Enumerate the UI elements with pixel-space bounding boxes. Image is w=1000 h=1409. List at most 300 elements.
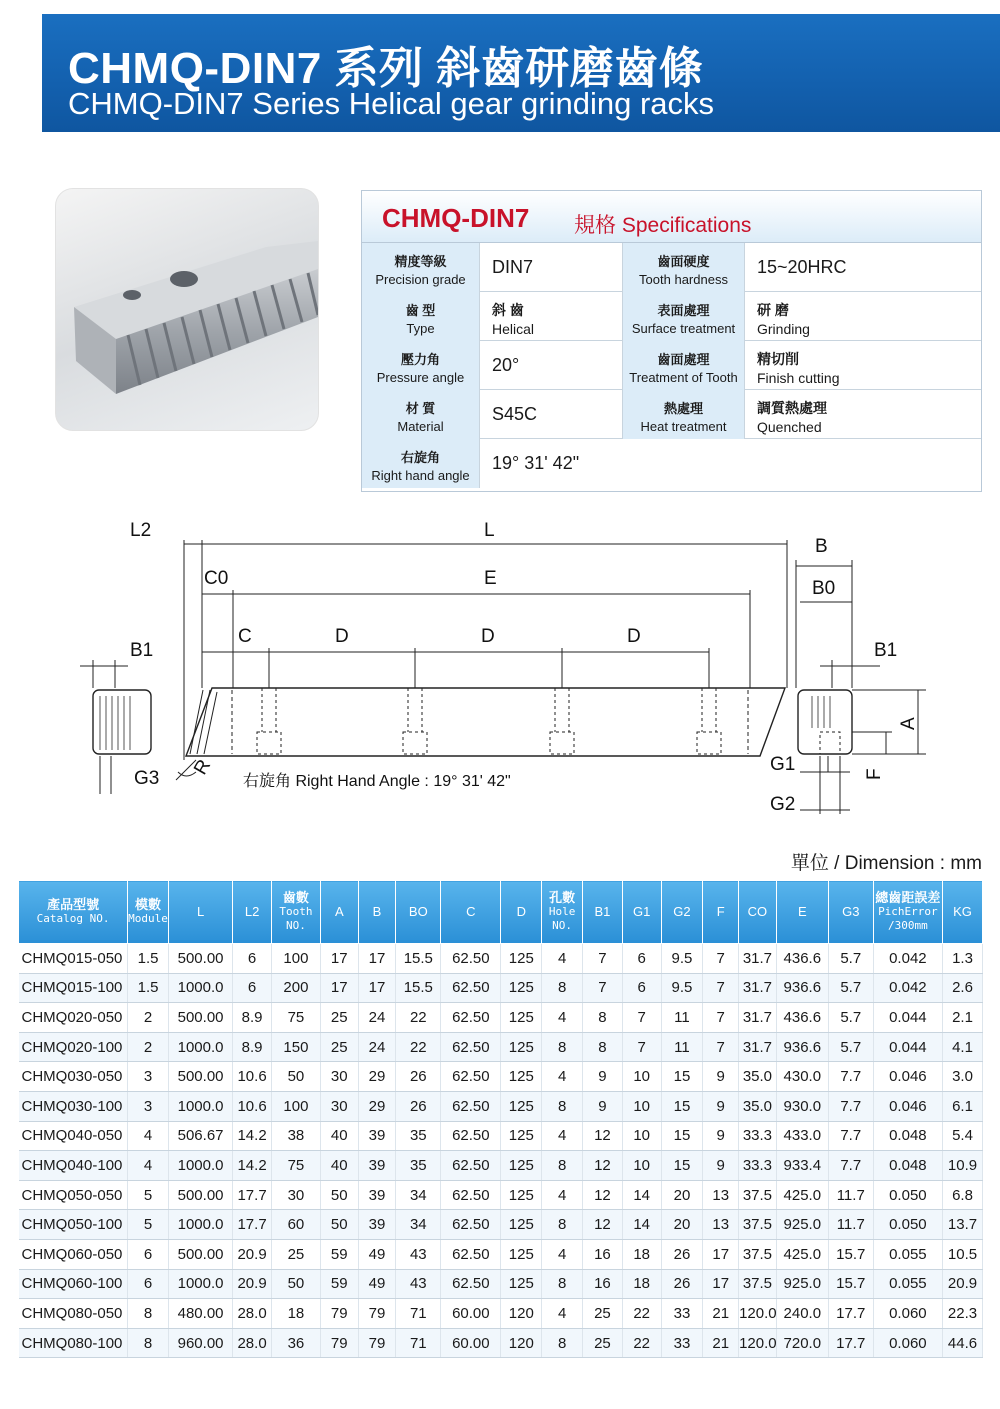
table-cell: 6 [622,944,661,974]
spec-value-zh: 研 磨 [757,302,789,318]
table-cell: 2.1 [943,1003,983,1033]
table-cell: 17 [703,1239,739,1269]
table-cell: 8 [542,1269,583,1299]
table-cell: 24 [358,1032,396,1062]
table-cell: 500.00 [168,1062,232,1092]
spec-value [480,243,623,292]
spec-label-en: Pressure angle [376,370,465,385]
table-row [19,1032,983,1062]
label-D-1: D [335,626,349,647]
table-cell: 4 [542,1299,583,1329]
table-cell: 62.50 [441,1180,501,1210]
column-header [320,881,358,944]
catalog-number-cell: CHMQ020-100 [19,1032,128,1062]
table-cell: 79 [358,1299,396,1329]
column-header-en: E [797,904,807,919]
table-cell: 480.00 [168,1299,232,1329]
table-cell: 936.6 [776,1032,828,1062]
table-cell: 10.6 [233,1091,272,1121]
column-header-en: B [372,904,382,919]
table-cell: 30 [320,1062,358,1092]
table-cell: 1000.0 [168,1032,232,1062]
table-cell: 436.6 [776,1003,828,1033]
spec-value-en: Helical [492,321,535,337]
table-row [19,973,983,1003]
table-cell: 22.3 [943,1299,983,1329]
table-cell: 6 [128,1239,169,1269]
column-header [943,881,983,944]
table-cell: 15.7 [828,1239,873,1269]
table-cell: 5.7 [828,1032,873,1062]
column-header [703,881,739,944]
spec-value-en: Grinding [757,321,810,337]
catalog-number-cell: CHMQ015-050 [19,944,128,974]
table-cell: 720.0 [776,1328,828,1358]
table-cell: 125 [501,1121,542,1151]
spec-value [480,341,623,390]
table-cell: 0.046 [873,1062,942,1092]
table-cell: 31.7 [739,973,777,1003]
table-cell: 33.3 [739,1121,777,1151]
table-cell: 14 [622,1210,661,1240]
table-cell: 10 [622,1062,661,1092]
table-cell: 43 [396,1239,441,1269]
table-cell: 8 [583,1003,623,1033]
label-L2: L2 [130,520,152,541]
table-cell: 25 [320,1032,358,1062]
table-row [19,1003,983,1033]
table-cell: 62.50 [441,1239,501,1269]
table-cell: 60.00 [441,1328,501,1358]
table-cell: 50 [271,1062,320,1092]
table-cell: 26 [396,1062,441,1092]
catalog-number-cell: CHMQ060-100 [19,1269,128,1299]
table-cell: 6.8 [943,1180,983,1210]
table-cell: 37.5 [739,1269,777,1299]
table-cell: 436.6 [776,944,828,974]
table-cell: 14.2 [233,1151,272,1181]
table-cell: 49 [358,1239,396,1269]
table-cell: 14 [622,1180,661,1210]
table-cell: 30 [271,1180,320,1210]
table-cell: 8 [128,1299,169,1329]
table-cell: 50 [271,1269,320,1299]
table-row [19,1210,983,1240]
table-cell: 60.00 [441,1299,501,1329]
table-row [19,1091,983,1121]
table-cell: 38 [271,1121,320,1151]
table-cell: 5 [128,1210,169,1240]
table-cell: 120.0 [739,1328,777,1358]
label-F: F [864,768,885,780]
label-A: A [898,717,919,730]
column-header-en: C [466,904,476,919]
table-cell: 20.9 [233,1239,272,1269]
table-cell: 39 [358,1151,396,1181]
table-cell: 8 [542,1151,583,1181]
table-cell: 5.4 [943,1121,983,1151]
table-cell: 500.00 [168,944,232,974]
table-cell: 6 [233,944,272,974]
column-header [661,881,703,944]
table-cell: 125 [501,1062,542,1092]
table-cell: 10 [622,1151,661,1181]
table-cell: 36 [271,1328,320,1358]
table-cell: 1000.0 [168,1091,232,1121]
label-R: R [190,756,216,779]
label-G2: G2 [770,794,796,815]
table-cell: 20 [661,1210,703,1240]
table-cell: 5.7 [828,1003,873,1033]
catalog-number-cell: CHMQ040-050 [19,1121,128,1151]
table-cell: 37.5 [739,1180,777,1210]
table-cell: 500.00 [168,1239,232,1269]
spec-value [480,292,623,341]
table-cell: 28.0 [233,1328,272,1358]
table-cell: 21 [703,1328,739,1358]
table-cell: 125 [501,1210,542,1240]
table-row [19,1239,983,1269]
table-cell: 506.67 [168,1121,232,1151]
spec-label-zh: 齒 型 [405,303,436,318]
table-cell: 11.7 [828,1180,873,1210]
table-cell: 35 [396,1151,441,1181]
label-D-3: D [627,626,641,647]
spec-value-zh: 斜 齒 [492,302,524,318]
table-cell: 60 [271,1210,320,1240]
table-cell: 17.7 [233,1210,272,1240]
label-BO: B0 [812,578,836,599]
table-cell: 22 [396,1032,441,1062]
table-cell: 125 [501,944,542,974]
table-cell: 29 [358,1062,396,1092]
table-cell: 59 [320,1269,358,1299]
column-header [396,881,441,944]
table-cell: 35.0 [739,1091,777,1121]
catalog-number-cell: CHMQ030-100 [19,1091,128,1121]
spec-value-text: 20° [492,355,520,375]
table-cell: 44.6 [943,1328,983,1358]
table-cell: 33 [661,1299,703,1329]
table-cell: 125 [501,1003,542,1033]
spec-label-en: Heat treatment [640,419,727,434]
spec-value-zh: 調質熱處理 [757,400,827,416]
table-cell: 25 [271,1239,320,1269]
table-cell: 16 [583,1269,623,1299]
column-header [873,881,942,944]
table-cell: 7.7 [828,1091,873,1121]
table-cell: 936.6 [776,973,828,1003]
table-cell: 120 [501,1328,542,1358]
table-cell: 15.7 [828,1269,873,1299]
table-cell: 17 [703,1269,739,1299]
table-cell: 75 [271,1151,320,1181]
column-header-en: Tooth NO. [279,905,313,932]
table-cell: 26 [661,1239,703,1269]
table-cell: 31.7 [739,944,777,974]
table-cell: 50 [320,1180,358,1210]
table-cell: 8 [583,1032,623,1062]
column-header-en: G2 [673,904,691,919]
table-cell: 24 [358,1003,396,1033]
column-header-en: L2 [244,904,260,919]
spec-label-en: Tooth hardness [639,272,728,287]
column-header [128,881,169,944]
table-cell: 8 [542,1032,583,1062]
table-cell: 3 [128,1091,169,1121]
spec-value-en: Finish cutting [757,370,840,386]
spec-label-zh: 熱處理 [663,401,703,416]
table-cell: 12 [583,1180,623,1210]
label-G3: G3 [134,768,160,789]
spec-value [745,390,983,439]
spec-label-zh: 材 質 [405,401,436,416]
spec-title-main: CHMQ-DIN7 [382,203,530,233]
column-header-en: A [334,904,344,919]
table-cell: 0.042 [873,973,942,1003]
technical-drawing [0,510,1000,830]
table-cell: 6 [128,1269,169,1299]
label-L: L [484,520,495,541]
table-cell: 79 [320,1299,358,1329]
table-cell: 37.5 [739,1210,777,1240]
table-cell: 425.0 [776,1180,828,1210]
table-cell: 0.055 [873,1269,942,1299]
table-cell: 9 [583,1091,623,1121]
table-cell: 125 [501,1269,542,1299]
page-title: CHMQ-DIN7 系列 斜齒研磨齒條 [68,44,704,93]
table-cell: 20.9 [943,1269,983,1299]
table-cell: 120 [501,1299,542,1329]
catalog-number-cell: CHMQ030-050 [19,1062,128,1092]
column-header-en: Catalog NO. [36,912,110,925]
column-header-en: CO [747,904,768,919]
table-cell: 62.50 [441,1121,501,1151]
rack-drawing [0,510,1000,830]
table-row [19,1180,983,1210]
table-cell: 6 [622,973,661,1003]
table-cell: 925.0 [776,1210,828,1240]
table-cell: 25 [320,1003,358,1033]
table-cell: 22 [622,1328,661,1358]
column-header-en: B1 [594,904,611,919]
table-cell: 11 [661,1032,703,1062]
table-cell: 50 [320,1210,358,1240]
spec-panel [361,190,982,492]
table-row [19,1151,983,1181]
column-header [233,881,272,944]
column-header [828,881,873,944]
table-cell: 13 [703,1180,739,1210]
table-cell: 1000.0 [168,973,232,1003]
table-cell: 10.9 [943,1151,983,1181]
table-cell: 28.0 [233,1299,272,1329]
table-cell: 12 [583,1210,623,1240]
table-cell: 17.7 [828,1328,873,1358]
column-header [358,881,396,944]
column-header-en: BO [408,904,428,919]
table-cell: 15 [661,1091,703,1121]
table-cell: 18 [622,1239,661,1269]
table-cell: 26 [396,1091,441,1121]
table-cell: 26 [661,1269,703,1299]
column-header [542,881,583,944]
column-header-en: PichError /300mm [878,905,938,932]
spec-label [623,243,745,292]
table-cell: 33.3 [739,1151,777,1181]
table-cell: 22 [396,1003,441,1033]
table-cell: 1000.0 [168,1269,232,1299]
table-cell: 79 [320,1328,358,1358]
angle-note: 右旋角 Right Hand Angle : 19° 31' 42" [243,773,511,790]
table-cell: 0.060 [873,1328,942,1358]
table-cell: 2 [128,1032,169,1062]
table-cell: 4 [128,1151,169,1181]
table-cell: 17.7 [233,1180,272,1210]
spec-value [745,341,983,390]
spec-value-en: Quenched [757,419,822,435]
table-cell: 125 [501,1032,542,1062]
column-header [441,881,501,944]
table-cell: 35.0 [739,1062,777,1092]
table-cell: 34 [396,1180,441,1210]
table-row [19,1269,983,1299]
column-header [776,881,828,944]
spec-label-zh: 精度等級 [394,254,447,269]
spec-label-en: Material [397,419,444,434]
table-cell: 8 [542,1328,583,1358]
table-cell: 7 [703,944,739,974]
table-cell: 0.046 [873,1091,942,1121]
table-cell: 9 [583,1062,623,1092]
table-cell: 5 [128,1180,169,1210]
table-cell: 9.5 [661,973,703,1003]
table-cell: 240.0 [776,1299,828,1329]
table-cell: 3.0 [943,1062,983,1092]
table-cell: 71 [396,1299,441,1329]
column-header-zh: 模數 [135,897,162,912]
column-header [622,881,661,944]
spec-title [362,191,981,243]
table-cell: 0.048 [873,1151,942,1181]
column-header [19,881,128,944]
catalog-number-cell: CHMQ015-100 [19,973,128,1003]
gear-rack-illustration [56,189,319,431]
table-cell: 7 [583,973,623,1003]
spec-value [480,439,983,488]
spec-label-zh: 壓力角 [400,352,440,367]
table-cell: 4 [542,1180,583,1210]
table-cell: 20 [661,1180,703,1210]
table-cell: 960.00 [168,1328,232,1358]
column-header-en: Module [128,912,168,925]
table-cell: 8 [542,1210,583,1240]
table-cell: 62.50 [441,1091,501,1121]
table-cell: 120.0 [739,1299,777,1329]
table-cell: 79 [358,1328,396,1358]
table-cell: 9 [703,1121,739,1151]
table-cell: 62.50 [441,1062,501,1092]
column-header [168,881,232,944]
table-cell: 17 [358,944,396,974]
table-cell: 18 [622,1269,661,1299]
table-cell: 62.50 [441,1151,501,1181]
table-cell: 25 [583,1328,623,1358]
product-photo [55,188,319,431]
spec-row [362,439,981,488]
table-cell: 16 [583,1239,623,1269]
table-cell: 0.044 [873,1003,942,1033]
label-E: E [484,568,497,589]
table-cell: 12 [583,1121,623,1151]
table-cell: 33 [661,1328,703,1358]
spec-value [480,390,623,439]
table-cell: 500.00 [168,1003,232,1033]
column-header [583,881,623,944]
label-CO: C0 [204,568,229,589]
table-cell: 10 [622,1091,661,1121]
label-B: B [815,536,828,557]
catalog-number-cell: CHMQ020-050 [19,1003,128,1033]
table-cell: 100 [271,944,320,974]
spec-value-text: DIN7 [492,257,534,277]
table-cell: 1000.0 [168,1151,232,1181]
catalog-number-cell: CHMQ080-100 [19,1328,128,1358]
table-cell: 62.50 [441,1003,501,1033]
table-cell: 71 [396,1328,441,1358]
column-header-zh: 孔數 [549,890,576,905]
table-cell: 62.50 [441,1269,501,1299]
table-cell: 30 [320,1091,358,1121]
table-cell: 7.7 [828,1151,873,1181]
table-cell: 930.0 [776,1091,828,1121]
table-cell: 5.7 [828,944,873,974]
table-cell: 40 [320,1121,358,1151]
table-cell: 31.7 [739,1032,777,1062]
table-cell: 433.0 [776,1121,828,1151]
table-cell: 9 [703,1062,739,1092]
table-cell: 8.9 [233,1003,272,1033]
spec-label [362,341,480,390]
table-cell: 9 [703,1091,739,1121]
table-cell: 11.7 [828,1210,873,1240]
table-cell: 4 [542,1121,583,1151]
table-cell: 21 [703,1299,739,1329]
table-cell: 2 [128,1003,169,1033]
table-cell: 500.00 [168,1180,232,1210]
spec-label-en: Type [406,321,435,336]
table-cell: 34 [396,1210,441,1240]
table-cell: 7 [703,1032,739,1062]
table-cell: 10 [622,1121,661,1151]
table-cell: 22 [622,1299,661,1329]
table-cell: 7 [703,973,739,1003]
table-row [19,1328,983,1358]
column-header-zh: 產品型號 [47,897,100,912]
table-cell: 4 [128,1121,169,1151]
table-cell: 62.50 [441,973,501,1003]
column-header-en: G1 [633,904,651,919]
spec-label-zh: 齒面硬度 [657,254,710,269]
table-cell: 1.5 [128,944,169,974]
table-cell: 8.9 [233,1032,272,1062]
table-cell: 4 [542,944,583,974]
table-cell: 15.5 [396,944,441,974]
table-cell: 8 [542,973,583,1003]
header-banner [42,14,1000,132]
spec-value [745,243,983,292]
label-G1: G1 [770,754,796,775]
